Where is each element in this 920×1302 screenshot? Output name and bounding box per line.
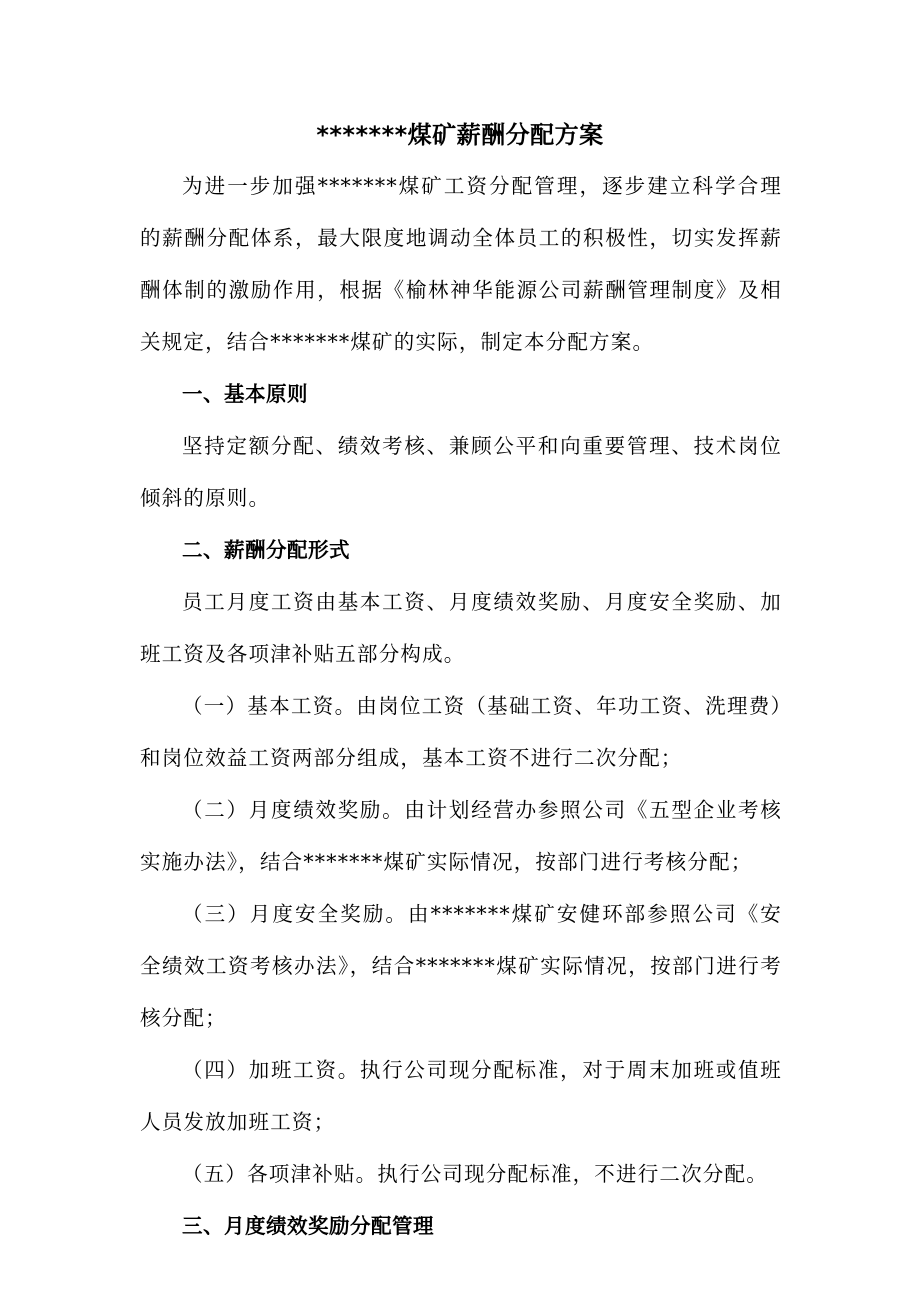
section-heading-performance-management: 三、月度绩效奖励分配管理: [182, 1214, 434, 1238]
document-body: [140, 160, 782, 1252]
item-basic-salary: （一）基本工资。由岗位工资（基础工资、年功工资、洗理费）和岗位效益工资两部分组成，基本工资不进行二次分配；: [140, 694, 782, 770]
intro-paragraph: 为进一步加强*******煤矿工资分配管理，逐步建立科学合理的薪酬分配体系，最大限度地调动全体员工的积极性，切实发挥薪酬体制的激励作用，根据《榆林神华能源公司薪酬管理制度》及相关规定，结合*******煤矿的实际，制定本分配方案。: [140, 174, 782, 354]
principles-paragraph: 坚持定额分配、绩效考核、兼顾公平和向重要管理、技术岗位倾斜的原则。: [140, 434, 782, 510]
salary-composition-paragraph: 员工月度工资由基本工资、月度绩效奖励、月度安全奖励、加班工资及各项津补贴五部分构成。: [140, 590, 782, 666]
item-safety-bonus: （三）月度安全奖励。由*******煤矿安健环部参照公司《安全绩效工资考核办法》，结合*******煤矿实际情况，按部门进行考核分配；: [140, 902, 782, 1030]
item-allowances: （五）各项津补贴。执行公司现分配标准，不进行二次分配。: [182, 1162, 768, 1186]
document-title: *******煤矿薪酬分配方案: [316, 121, 604, 149]
section-heading-distribution-form: 二、薪酬分配形式: [182, 538, 350, 562]
item-performance-bonus: （二）月度绩效奖励。由计划经营办参照公司《五型企业考核实施办法》，结合*******煤矿实际情况，按部门进行考核分配；: [140, 798, 782, 874]
section-heading-principles: 一、基本原则: [182, 382, 308, 406]
item-overtime-pay: （四）加班工资。执行公司现分配标准，对于周末加班或值班人员发放加班工资；: [140, 1058, 782, 1134]
